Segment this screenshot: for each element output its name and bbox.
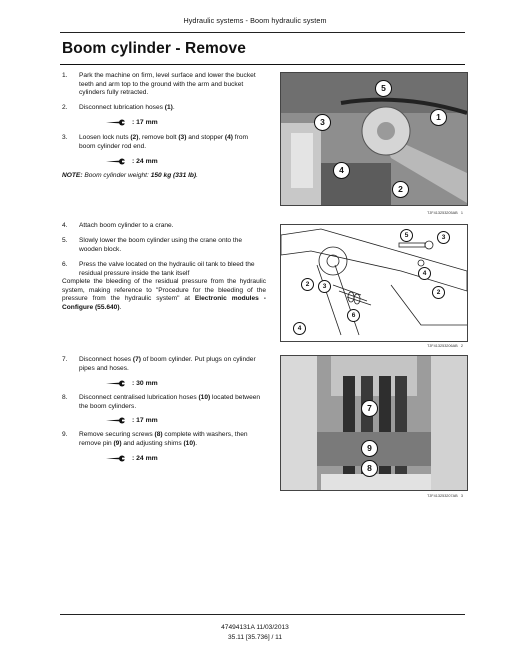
step-text: Loosen lock nuts (2), remove bolt (3) and stopper (4) from boom cylinder rod end. [79,134,248,150]
bleed-paragraph: Complete the bleeding of the residual pressure from the hydraulic system, making reference to "Procedure for the bleeding of the pressure from the hydraulic system" at Electronic modules - Configure (55.640). [62,278,267,311]
step-text: Remove securing screws (8) complete with washers, then remove pin (9) and adjusting shims (10). [79,431,248,447]
wrench-icon [104,455,126,462]
tool-spec: : 24 mm [104,158,158,165]
figure-1-photo [280,72,468,206]
step-1 [62,72,266,98]
step-number: 3. [62,134,68,141]
callout-3: 3 [314,114,331,131]
header-rule [60,32,465,33]
step-text: Disconnect hoses (7) of boom cylinder. Put plugs on cylinder pipes and hoses. [79,356,256,372]
callout-2: 2 [432,286,445,299]
step-text: Park the machine on firm, level surface and lower the bucket teeth and arm top to the ground with the arm and bucket cylinders fully retracted. [79,72,256,97]
step-number: 9. [62,431,68,438]
step-9 [62,431,266,448]
callout-4: 4 [293,322,306,335]
title-rule [60,64,465,65]
callout-4: 4 [333,162,350,179]
callout-6: 6 [347,309,360,322]
callout-7: 7 [361,400,378,417]
step-text: Disconnect centralised lubrication hoses (10) located between the boom cylinders. [79,394,261,410]
footer-page-ref: 35.11 [35.736] / 11 [227,634,282,641]
tool-spec: : 30 mm [104,380,158,387]
step-8 [62,394,266,411]
step-number: 4. [62,222,68,229]
footer-doc-id: 47494131A 11/03/2013 [221,624,289,631]
step-7 [62,356,266,373]
tool-spec: : 17 mm [104,119,158,126]
procedure-link[interactable]: Electronic modules - Configure (55.640) [62,295,267,311]
tool-spec: : 24 mm [104,455,158,462]
section-title: Boom cylinder - Remove [62,40,246,57]
callout-4: 4 [418,267,431,280]
callout-5: 5 [375,80,392,97]
step-4 [62,222,266,231]
callout-2: 2 [301,278,314,291]
step-6 [62,261,266,278]
step-number: 7. [62,356,68,363]
callout-2: 2 [392,181,409,198]
callout-5: 5 [400,229,413,242]
wrench-icon [104,417,126,424]
note: NOTE: Boom cylinder weight: 150 kg (331 lb). [62,172,198,179]
callout-8: 8 [361,460,378,477]
running-header: Hydraulic systems - Boom hydraulic system [183,16,327,25]
step-text: Slowly lower the boom cylinder using the crane onto the wooden block. [79,237,243,253]
callout-1: 1 [430,109,447,126]
step-number: 1. [62,72,68,79]
footer-rule [60,614,465,615]
callout-3: 3 [437,231,450,244]
tool-spec: : 17 mm [104,417,158,424]
wrench-icon [104,158,126,165]
figure-1-illustration [281,73,467,205]
step-number: 2. [62,104,68,111]
step-text: Attach boom cylinder to a crane. [79,222,174,229]
step-number: 8. [62,394,68,401]
step-text: Disconnect lubrication hoses (1). [79,104,175,111]
figure-caption: TJF413253206AB 2 [427,344,463,348]
wrench-icon [104,119,126,126]
step-text: Press the valve located on the hydraulic oil tank to bleed the residual pressure inside the tank itself [79,261,255,277]
step-2 [62,104,266,113]
step-5 [62,237,266,254]
callout-9: 9 [361,440,378,457]
step-number: 6. [62,261,68,268]
figure-caption: TJF413253207AB 3 [427,494,463,498]
step-number: 5. [62,237,68,244]
wrench-icon [104,380,126,387]
callout-3: 3 [318,280,331,293]
step-3 [62,134,266,151]
figure-caption: TJF413253205AB 1 [427,211,463,215]
